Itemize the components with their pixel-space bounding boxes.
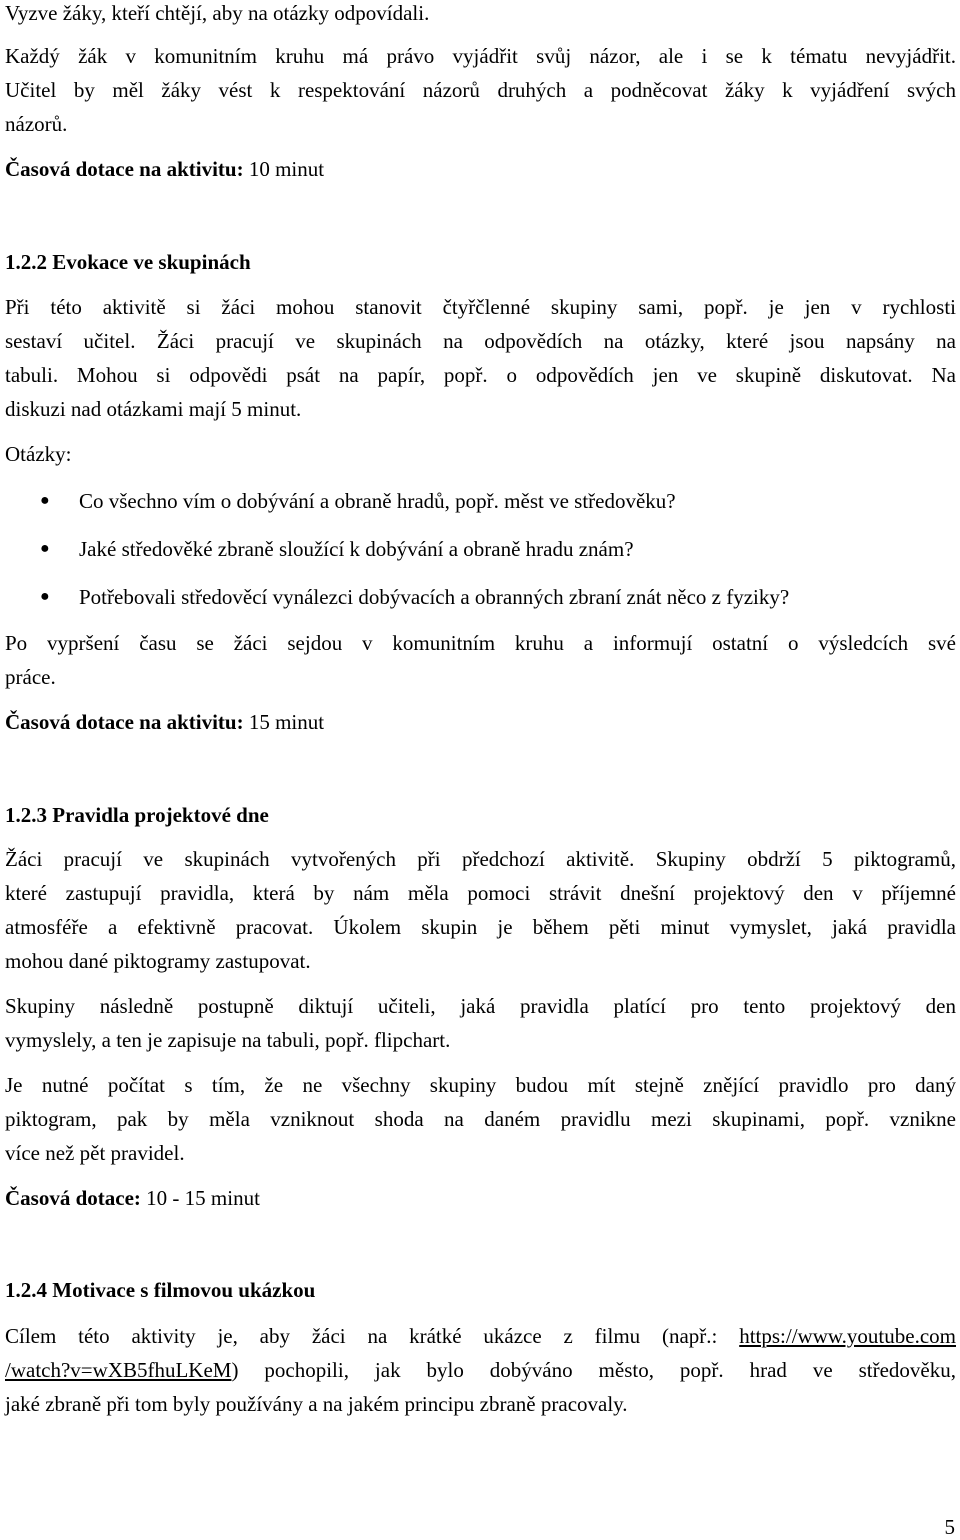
s123-p1-line: mohou dané piktogramy zastupovat. (5, 949, 311, 973)
bullet-icon: ● (40, 492, 50, 509)
question-item: Jaké středověké zbraně sloužící k dobývání a obraně hradu znám? (79, 537, 634, 561)
s124-line-2 (5, 1357, 956, 1383)
youtube-link[interactable]: https://www.youtube.com (739, 1324, 956, 1348)
intro-line-1: Vyzve žáky, kteří chtějí, aby na otázky odpovídali. (5, 1, 430, 25)
time-label: Časová dotace na aktivitu: (5, 710, 244, 734)
bullet-icon: ● (40, 540, 50, 557)
time-label: Časová dotace: (5, 1186, 141, 1210)
s122-p1-line: diskuzi nad otázkami mají 5 minut. (5, 397, 302, 421)
s122-time-allocation (5, 709, 324, 735)
intro-time-allocation (5, 156, 324, 182)
s123-p3-line: piktogram, pak by měla vzniknout shoda na daném pravidlu mezi skupinami, popř. vznikne (5, 1107, 956, 1131)
s122-p1-line: Při této aktivitě si žáci mohou stanovit čtyřčlenné skupiny sami, popř. je jen v rychlosti (5, 295, 956, 319)
s122-p2-line: Po vypršení času se žáci sejdou v komunitním kruhu a informují ostatní o výsledcích své (5, 631, 956, 655)
questions-label: Otázky: (5, 442, 72, 466)
s124-text: ) pochopili, jak bylo dobýváno město, popř. hrad ve středověku, (231, 1358, 956, 1382)
s123-p2-line: vymyslely, a ten je zapisuje na tabuli, popř. flipchart. (5, 1028, 451, 1052)
s122-p1-line: sestaví učitel. Žáci pracují ve skupinách na odpovědích na otázky, které jsou napsány na (5, 329, 956, 353)
question-item: Co všechno vím o dobývání a obraně hradů, popř. měst ve středověku? (79, 489, 676, 513)
s124-text: Cílem této aktivity je, aby žáci na krátké ukázce z filmu (např.: (5, 1324, 740, 1348)
s124-line-1 (5, 1323, 956, 1349)
s123-p3-line: více než pět pravidel. (5, 1141, 185, 1165)
s123-time-allocation (5, 1185, 260, 1211)
section-heading-1-2-4: 1.2.4 Motivace s filmovou ukázkou (5, 1278, 316, 1302)
s123-p2-line: Skupiny následně postupně diktují učiteli, jaká pravidla platící pro tento projektový den (5, 994, 956, 1018)
intro-line-4: názorů. (5, 112, 68, 136)
question-item: Potřebovali středověcí vynálezci dobývacích a obranných zbraní znát něco z fyziky? (79, 585, 790, 609)
section-heading-1-2-3: 1.2.3 Pravidla projektové dne (5, 803, 269, 827)
s123-p1-line: atmosféře a efektivně pracovat. Úkolem skupin je během pěti minut vymyslet, jaká pravidla (5, 915, 956, 939)
s123-p1-line: které zastupují pravidla, která by nám měla pomoci strávit dnešní projektový den v příjemné (5, 881, 956, 905)
bullet-icon: ● (40, 588, 50, 605)
page-number: 5 (944, 1515, 955, 1539)
section-heading-1-2-2: 1.2.2 Evokace ve skupinách (5, 250, 251, 274)
s123-p1-line: Žáci pracují ve skupinách vytvořených při předchozí aktivitě. Skupiny obdrží 5 piktogramů, (5, 847, 956, 871)
intro-line-2: Každý žák v komunitním kruhu má právo vyjádřit svůj názor, ale i se k tématu nevyjádřit. (5, 44, 956, 68)
s122-p1-line: tabuli. Mohou si odpovědi psát na papír, popř. o odpovědích jen ve skupině diskutovat. Na (5, 363, 956, 387)
time-value: 10 - 15 minut (140, 1186, 260, 1210)
time-value: 15 minut (243, 710, 325, 734)
youtube-link-continued[interactable]: /watch?v=wXB5fhuLKeM (5, 1358, 232, 1382)
intro-line-3: Učitel by měl žáky vést k respektování názorů druhých a podněcovat žáky k vyjádření svých (5, 78, 956, 102)
time-label: Časová dotace na aktivitu: (5, 157, 244, 181)
s122-p2-line: práce. (5, 665, 56, 689)
s123-p3-line: Je nutné počítat s tím, že ne všechny skupiny budou mít stejně znějící pravidlo pro daný (5, 1073, 956, 1097)
s124-line-3: jaké zbraně při tom byly používány a na jakém principu zbraně pracovaly. (5, 1392, 628, 1416)
time-value: 10 minut (243, 157, 325, 181)
